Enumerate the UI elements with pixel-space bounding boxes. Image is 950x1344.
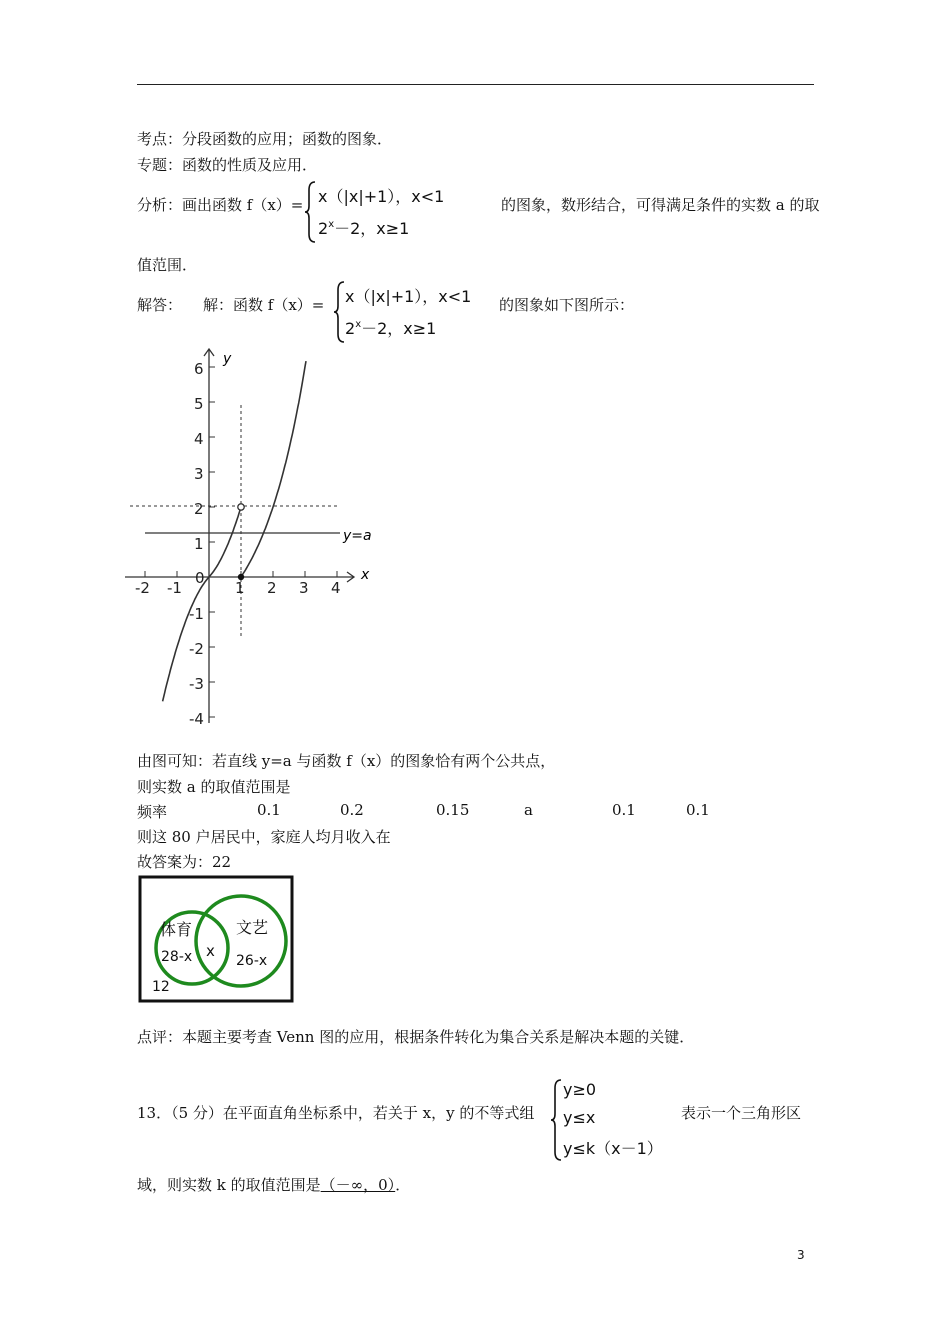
y-tick-label: -2	[189, 640, 204, 658]
fenxi-case2	[318, 216, 409, 239]
page-number: 3	[797, 1248, 805, 1262]
q13-suffix: 表示一个三角形区	[681, 1104, 802, 1122]
x-tick-label: 1	[235, 579, 245, 597]
venn-left-value: 28-x	[161, 949, 193, 965]
fenxi-case1: x（|x|+1），x<1	[318, 187, 445, 206]
venn-left-title: 体育	[160, 920, 193, 939]
y-ticks	[209, 367, 215, 717]
x-tick-label: 4	[331, 579, 341, 597]
y-tick-label: 4	[194, 430, 204, 448]
frequency-row	[137, 801, 737, 821]
x-tick-label: 3	[299, 579, 309, 597]
fenxi-line2: 值范围．	[137, 256, 198, 274]
venn-diagram	[136, 873, 296, 1005]
fenxi-case2-exp: x	[328, 219, 335, 230]
venn-right-title: 文艺	[236, 918, 269, 937]
conclusion-line2: 则实数 a 的取值范围是	[137, 778, 291, 796]
y-tick-labels	[189, 360, 204, 728]
x-tick-label: -1	[167, 579, 182, 597]
fenxi-prefix: 分析：画出函数 f（x）=	[137, 196, 304, 214]
freq-value: 0.15	[436, 801, 470, 819]
x-tick-labels	[135, 569, 341, 597]
freq-value: a	[524, 801, 533, 819]
y-tick-label: -3	[189, 675, 204, 693]
fenxi-case2-base: 2	[318, 219, 329, 238]
q13-system	[550, 1078, 680, 1162]
q13-prefix: 13．（5 分）在平面直角坐标系中，若关于 x，y 的不等式组	[137, 1104, 535, 1122]
y-tick-label: 3	[194, 465, 204, 483]
dianping-line: 点评：本题主要考查 Venn 图的应用，根据条件转化为集合关系是解决本题的关键．	[137, 1028, 695, 1046]
fenxi-case2-rest: －2，x≥1	[334, 219, 410, 238]
q13-ineq3: y≤k（x－1）	[563, 1139, 663, 1158]
venn-outside-value: 12	[152, 979, 170, 995]
zhuanti-line: 专题：函数的性质及应用．	[137, 156, 318, 174]
jieda-case2-rest: －2，x≥1	[361, 319, 437, 338]
q13-line2-prefix: 域，则实数 k 的取值范围是	[137, 1176, 321, 1194]
conclusion-line3: 则这 80 户居民中，家庭人均月收入在	[137, 828, 391, 846]
curve-right-branch	[241, 361, 306, 577]
conclusion-line1: 由图可知：若直线 y=a 与函数 f（x）的图象恰有两个公共点，	[137, 752, 556, 770]
jieda-case2	[345, 316, 436, 339]
x-tick-label: -2	[135, 579, 150, 597]
y-tick-label: -1	[189, 605, 204, 623]
q13-line2	[137, 1174, 410, 1195]
jieda-label: 解答：	[137, 296, 183, 314]
y-tick-label: 6	[194, 360, 204, 378]
y-tick-label: -4	[189, 710, 204, 728]
jieda-case2-exp: x	[355, 319, 362, 330]
freq-value: 0.2	[340, 801, 364, 819]
x-axis-label: x	[361, 567, 370, 583]
left-brace-icon	[550, 1078, 564, 1162]
fenxi-suffix: 的图象，数形结合，可得满足条件的实数 a 的取	[501, 196, 820, 214]
jieda-text: 解：函数 f（x）=	[203, 296, 325, 314]
line-label: y=a	[343, 528, 372, 544]
kaodian-line: 考点：分段函数的应用；函数的图象．	[137, 130, 393, 148]
answer-line: 故答案为：22	[137, 853, 232, 871]
header-rule	[137, 84, 814, 85]
jieda-case1: x（|x|+1），x<1	[345, 287, 472, 306]
q13-ineq2: y≤x	[563, 1108, 596, 1127]
freq-value: 0.1	[686, 801, 710, 819]
jieda-suffix: 的图象如下图所示：	[499, 296, 635, 314]
y-tick-label: 5	[194, 395, 204, 413]
venn-right-value: 26-x	[236, 953, 268, 969]
open-point	[238, 504, 244, 510]
venn-middle-value: x	[206, 942, 215, 960]
jieda-piecewise	[333, 280, 513, 344]
q13-line2-suffix: ．	[395, 1176, 411, 1194]
q13-answer: （－∞，0）	[320, 1176, 396, 1194]
freq-value: 0.1	[612, 801, 636, 819]
left-brace-icon	[304, 180, 318, 244]
fenxi-piecewise	[304, 180, 504, 244]
function-graph	[125, 345, 385, 730]
freq-label: 频率	[137, 803, 168, 821]
freq-value: 0.1	[257, 801, 281, 819]
x-tick-label: 0	[195, 569, 205, 587]
x-tick-label: 2	[267, 579, 277, 597]
y-axis-label: y	[223, 351, 232, 367]
q13-ineq1: y≥0	[563, 1080, 597, 1099]
y-tick-label: 2	[194, 500, 204, 518]
jieda-case2-base: 2	[345, 319, 356, 338]
y-tick-label: 1	[194, 535, 204, 553]
